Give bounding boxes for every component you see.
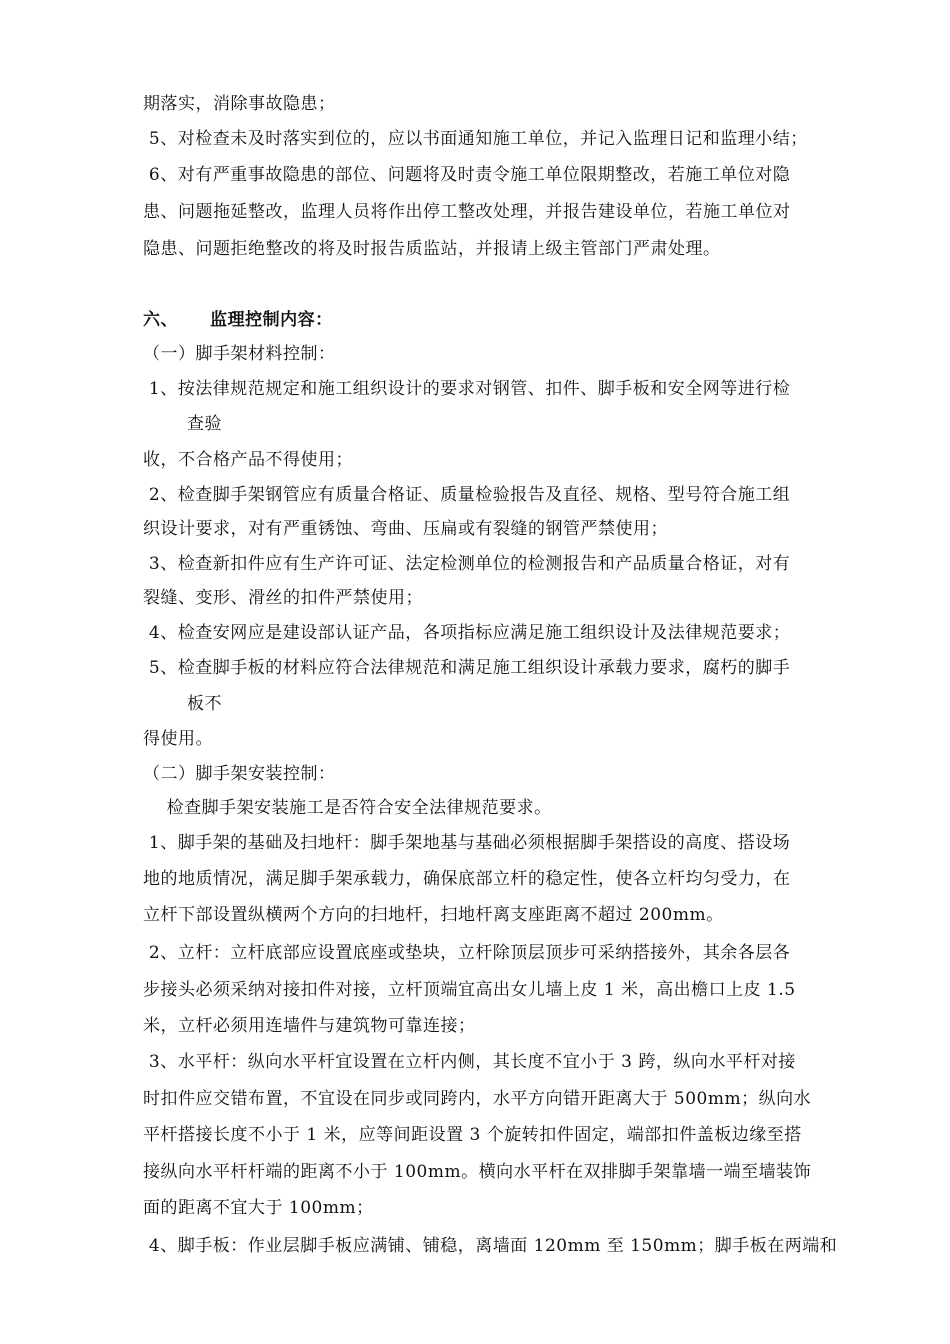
paragraph-line: 步接头必须采纳对接扣件对接，立杆顶端宜高出女儿墙上皮 1 米，高出檐口上皮 1.5 bbox=[143, 980, 796, 1000]
paragraph-line: 1、脚手架的基础及扫地杆：脚手架地基与基础必须根据脚手架搭设的高度、搭设场 bbox=[143, 833, 791, 853]
paragraph-line: 期落实，消除事故隐患； bbox=[143, 94, 336, 114]
paragraph-line: 隐患、问题拒绝整改的将及时报告质监站，并报请上级主管部门严肃处理。 bbox=[143, 239, 721, 259]
paragraph-line: 立杆下部设置纵横两个方向的扫地杆，扫地杆离支座距离不超过 200mm。 bbox=[143, 905, 724, 925]
paragraph-line: 4、脚手板：作业层脚手板应满铺、铺稳，离墙面 120mm 至 150mm；脚手板在两端和 bbox=[143, 1236, 838, 1256]
paragraph-line: 面的距离不宜大于 100mm； bbox=[143, 1198, 374, 1218]
paragraph-line: 裂缝、变形、滑丝的扣件严禁使用； bbox=[143, 588, 423, 608]
paragraph-line: 米，立杆必须用连墙件与建筑物可靠连接； bbox=[143, 1016, 476, 1036]
paragraph-line: 3、检查新扣件应有生产许可证、法定检测单位的检测报告和产品质量合格证，对有 bbox=[143, 554, 791, 574]
paragraph-line: 织设计要求，对有严重锈蚀、弯曲、压扁或有裂缝的钢管严禁使用； bbox=[143, 519, 668, 539]
paragraph-line: 患、问题拖延整改，监理人员将作出停工整改处理，并报告建设单位，若施工单位对 bbox=[143, 202, 791, 222]
subsection-heading: （二）脚手架安装控制： bbox=[143, 764, 336, 784]
paragraph-line: 5、检查脚手板的材料应符合法律规范和满足施工组织设计承载力要求，腐朽的脚手 bbox=[143, 658, 791, 678]
paragraph-line: 5、对检查未及时落实到位的，应以书面通知施工单位，并记入监理日记和监理小结； bbox=[143, 129, 808, 149]
subsection-heading: （一）脚手架材料控制： bbox=[143, 344, 336, 364]
paragraph-line: 接纵向水平杆杆端的距离不小于 100mm。横向水平杆在双排脚手架靠墙一端至墙装饰 bbox=[143, 1162, 812, 1182]
paragraph-line: 时扣件应交错布置，不宜设在同步或同跨内，水平方向错开距离大于 500mm；纵向水 bbox=[143, 1089, 812, 1109]
paragraph-line: 平杆搭接长度不小于 1 米，应等间距设置 3 个旋转扣件固定，端部扣件盖板边缘至搭 bbox=[143, 1125, 802, 1145]
paragraph-line: 板不 bbox=[187, 694, 222, 714]
section-heading: 六、 监理控制内容： bbox=[143, 310, 333, 330]
paragraph-line: 得使用。 bbox=[143, 729, 213, 749]
paragraph-line: 3、水平杆：纵向水平杆宜设置在立杆内侧，其长度不宜小于 3 跨，纵向水平杆对接 bbox=[143, 1052, 796, 1072]
paragraph-line: 1、按法律规范规定和施工组织设计的要求对钢管、扣件、脚手板和安全网等进行检 bbox=[143, 379, 791, 399]
paragraph-line: 查验 bbox=[187, 414, 222, 434]
paragraph-line: 2、检查脚手架钢管应有质量合格证、质量检验报告及直径、规格、型号符合施工组 bbox=[143, 485, 791, 505]
paragraph-line: 地的地质情况，满足脚手架承载力，确保底部立杆的稳定性，使各立杆均匀受力，在 bbox=[143, 869, 791, 889]
paragraph-line: 4、检查安网应是建设部认证产品，各项指标应满足施工组织设计及法律规范要求； bbox=[143, 623, 791, 643]
paragraph-line: 收，不合格产品不得使用； bbox=[143, 450, 353, 470]
paragraph-line: 2、立杆：立杆底部应设置底座或垫块，立杆除顶层顶步可采纳搭接外，其余各层各 bbox=[143, 943, 791, 963]
paragraph-line: 6、对有严重事故隐患的部位、问题将及时责令施工单位限期整改，若施工单位对隐 bbox=[143, 165, 791, 185]
paragraph-line: 检查脚手架安装施工是否符合安全法律规范要求。 bbox=[143, 798, 552, 818]
